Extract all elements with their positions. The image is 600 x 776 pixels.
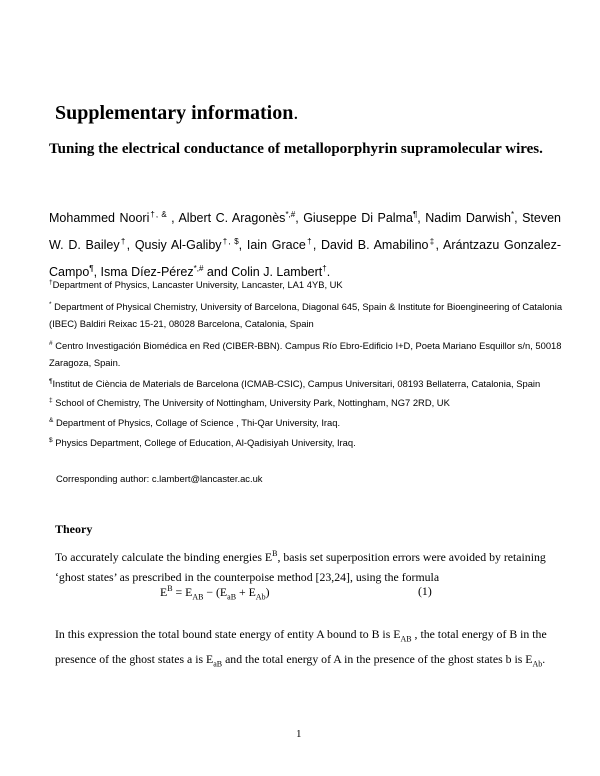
affiliation: & Department of Physics, Collage of Science , Thi-Qar University, Iraq. [49, 417, 341, 429]
equation-number: (1) [418, 584, 432, 598]
author: Steven W. D. Bailey† [49, 211, 561, 253]
title-text: Supplementary information [55, 102, 294, 124]
corresponding-author: Corresponding author: c.lambert@lancaster.ac.uk [56, 473, 263, 484]
author: David B. Amabilino‡ [321, 237, 436, 253]
paper-subtitle: Tuning the electrical conductance of metalloporphyrin supramolecular wires. [49, 141, 543, 157]
author: Iain Grace† [246, 237, 313, 253]
affiliation: * Department of Physical Chemistry, University of Barcelona, Diagonal 645, Spain & Institute for Bioengineering of Catalonia (IBEC) Baldiri Reixac 15-21, 08028 Barcelona, Catalonia, Spain [49, 301, 563, 330]
theory-paragraph-2: In this expression the total bound state energy of entity A bound to B is $E_{AB}$ , the total energy of B in the presence of the ghost states a is $E_{aB}$ and the total energy of A in the presence of the ghost states b is $E_{Ab}$. [55, 627, 547, 669]
author: Qusiy Al-Galiby†, $ [134, 237, 239, 253]
theory-paragraph-1: To accurately calculate the binding energies $E^B$, basis set superposition errors were avoided by retaining ‘ghost states’ as prescribed in the counterpoise method [23,24], using the formula [55, 549, 546, 584]
author: Mohammed Noori†, & [49, 210, 167, 226]
author: Arántzazu Gonzalez-Campo¶ [49, 238, 561, 280]
author: Isma Díez-Pérez*,# [100, 264, 204, 280]
affiliation: # Centro Investigación Biomédica en Red (CIBER-BBN). Campus Río Ebro-Edificio I+D, Poeta Mariano Esquillor s/n, 50018 Zaragoza, Spain. [49, 340, 562, 369]
author: Colin J. Lambert† [231, 264, 327, 280]
equation: $E^B = E_{AB} - (E_{aB} + E_{Ab})$ [160, 584, 270, 602]
page-number: 1 [296, 728, 302, 740]
page-title [55, 102, 298, 125]
title-period: . [293, 102, 299, 124]
author-list: Mohammed Noori†, & , Albert C. Aragonès*,#, Giuseppe Di Palma¶, Nadim Darwish*, Steven W. D. Bailey†, Qusiy Al-Galiby†, $, Iain Grace†, David B. Amabilino‡, Arántzazu Gonzalez-Campo¶, Isma Díez-Pérez*,# and Colin J. Lambert†. [49, 210, 561, 280]
author: Albert C. Aragonès*,# [178, 210, 296, 226]
affiliation: ‡ School of Chemistry, The University of Nottingham, University Park, Nottingham, NG7 2RD, UK [49, 397, 450, 409]
author: Giuseppe Di Palma¶ [303, 210, 418, 226]
affiliation: ¶Institut de Ciència de Materials de Barcelona (ICMAB-CSIC), Campus Universitari, 08193 Bellaterra, Catalonia, Spain [49, 378, 541, 390]
author: Nadim Darwish* [425, 210, 515, 226]
affiliation: †Department of Physics, Lancaster University, Lancaster, LA1 4YB, UK [49, 279, 343, 291]
section-heading: Theory [55, 522, 93, 536]
affiliation: $ Physics Department, College of Education, Al-Qadisiyah University, Iraq. [49, 437, 356, 449]
